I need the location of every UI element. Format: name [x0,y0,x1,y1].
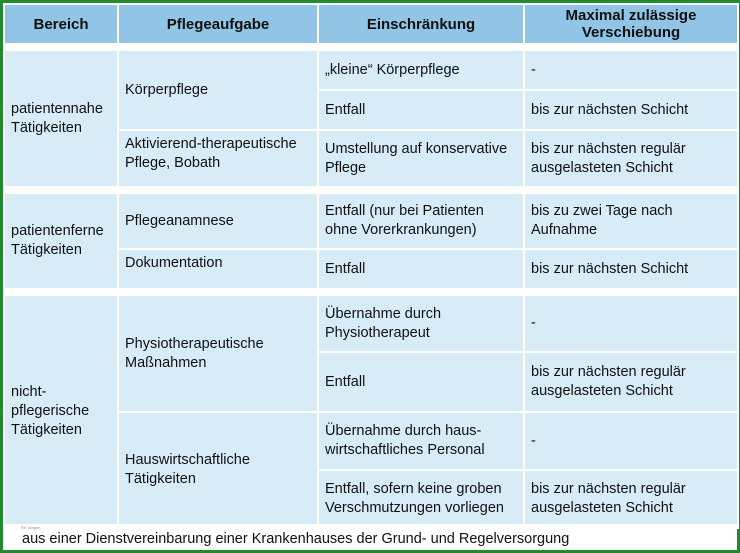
source-note: aus einer Dienstvereinbarung einer Krankenhauses der Grund- und Regelversorgung [22,531,570,547]
pflegeaufgabe-cell: Pflegeanamnese [118,193,318,249]
table-row [4,193,738,249]
verschiebung-cell: bis zur nächsten regulär ausgelasteten Schicht [524,352,738,412]
pflegeaufgabe-cell: Körperpflege [118,50,318,130]
verschiebung-cell: bis zur nächsten Schicht [524,90,738,130]
einschraenkung-cell: Entfall, sofern keine groben Verschmutzungen vorliegen [318,470,524,528]
header-pflegeaufgabe: Pflegeaufgabe [118,4,318,44]
header-einschraenkung: Einschränkung [318,4,524,44]
verschiebung-cell: - [524,295,738,352]
footer [3,524,737,550]
slide-frame [3,3,737,550]
verschiebung-cell: bis zur nächsten Schicht [524,249,738,289]
footer-tiny-label: RK-Wagen [21,525,41,530]
pflegeaufgabe-cell: Dokumentation [118,249,318,289]
verschiebung-cell: bis zu zwei Tage nach Aufnahme [524,193,738,249]
header-row [4,4,738,44]
bereich-cell: patientenferne Tätigkeiten [4,193,118,289]
einschraenkung-cell: Entfall [318,90,524,130]
pflegeaufgabe-cell: Physiotherapeutische Maßnahmen [118,295,318,412]
pflegeaufgabe-cell: Hauswirtschaftliche Tätigkeiten [118,412,318,528]
care-task-table [3,3,739,529]
verschiebung-cell: bis zur nächsten regulär ausgelasteten Schicht [524,470,738,528]
verschiebung-cell: - [524,50,738,90]
einschraenkung-cell: Entfall [318,249,524,289]
table-row [4,50,738,90]
table-row [4,295,738,352]
verschiebung-cell: - [524,412,738,470]
einschraenkung-cell: Übernahme durch haus-wirtschaftliches Personal [318,412,524,470]
bereich-cell: nicht-pflegerische Tätigkeiten [4,295,118,528]
einschraenkung-cell: Entfall [318,352,524,412]
header-bereich: Bereich [4,4,118,44]
verschiebung-cell: bis zur nächsten regulär ausgelasteten Schicht [524,130,738,187]
pflegeaufgabe-cell: Aktivierend-therapeutische Pflege, Bobath [118,130,318,187]
einschraenkung-cell: Umstellung auf konservative Pflege [318,130,524,187]
header-verschiebung: Maximal zulässige Verschiebung [524,4,738,44]
einschraenkung-cell: Übernahme durch Physiotherapeut [318,295,524,352]
einschraenkung-cell: Entfall (nur bei Patienten ohne Vorerkrankungen) [318,193,524,249]
einschraenkung-cell: „kleine“ Körperpflege [318,50,524,90]
bereich-cell: patientennahe Tätigkeiten [4,50,118,187]
